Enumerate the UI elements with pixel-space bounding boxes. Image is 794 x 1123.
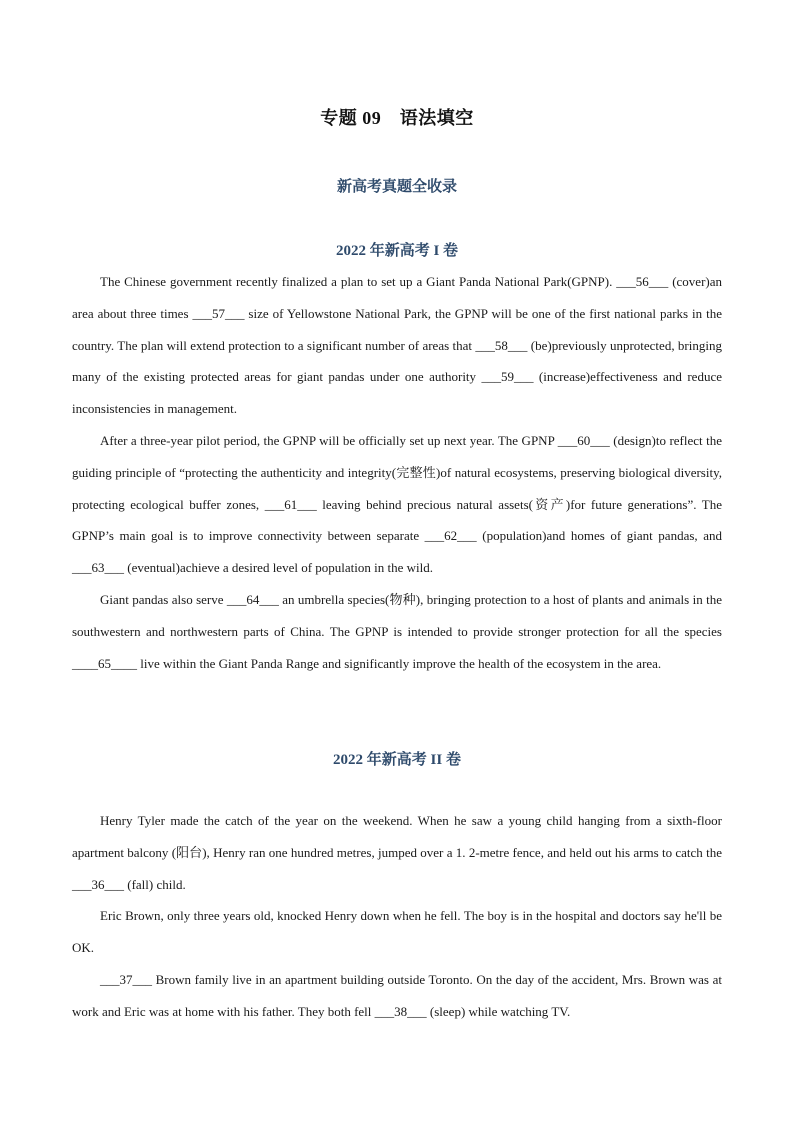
passage-paragraph: The Chinese government recently finalized a plan to set up a Giant Panda National Park(GPNP). ___56___ (cover)an area about three times ___57___ size of Yellowstone National Park, the GPNP will be one of the first national parks in the country. The plan will extend protection to a significant number of areas that ___58___ (be)previously unprotected, bringing many of the existing protected areas for giant pandas under one authority ___59___ (increase)effectiveness and reduce inconsistencies in management. bbox=[72, 274, 722, 417]
passage-paragraph: After a three-year pilot period, the GPNP will be officially set up next year. The GPNP ___60___ (design)to reflect the guiding principle of “protecting the authenticity and integrity(完整性)of natural ecosystems, preserving biological diversity, protecting ecological buffer zones, ___61___ leaving behind precious natural assets(资产)for future generations”. The GPNP’s main goal is to improve connectivity between separate ___62___ (population)and homes of giant pandas, and ___63___ (eventual)achieve a desired level of population in the wild. bbox=[72, 432, 722, 576]
section-heading-2022-i: 2022 年新高考 I 卷 bbox=[335, 243, 459, 259]
passage-paragraph: Henry Tyler made the catch of the year on the weekend. When he saw a young child hanging from a sixth-floor apartment balcony (阳台), Henry ran one hundred metres, jumped over a 1. 2-metre fence, and held out his arms to catch the ___36___ (fall) child. bbox=[72, 813, 722, 892]
page-title: 专题 09 语法填空 bbox=[320, 108, 474, 128]
section-heading-2022-ii: 2022 年新高考 II 卷 bbox=[333, 752, 461, 768]
passage-paragraph: ___37___ Brown family live in an apartment building outside Toronto. On the day of the accident, Mrs. Brown was at work and Eric was at home with his father. They both fell ___38___ (sleep) while watching TV. bbox=[72, 971, 722, 1019]
passage-2022-i bbox=[72, 266, 722, 679]
section-subtitle: 新高考真题全收录 bbox=[336, 179, 457, 195]
passage-paragraph: Giant pandas also serve ___64___ an umbrella species(物种), bringing protection to a host of plants and animals in the southwestern and northwestern parts of China. The GPNP is intended to provide stronger protection for all the species ____65____ live within the Giant Panda Range and significantly improve the health of the ecosystem in the area. bbox=[72, 591, 722, 671]
passage-paragraph: Eric Brown, only three years old, knocked Henry down when he fell. The boy is in the hospital and doctors say he'll be OK. bbox=[72, 908, 722, 956]
passage-2022-ii bbox=[72, 805, 722, 1028]
